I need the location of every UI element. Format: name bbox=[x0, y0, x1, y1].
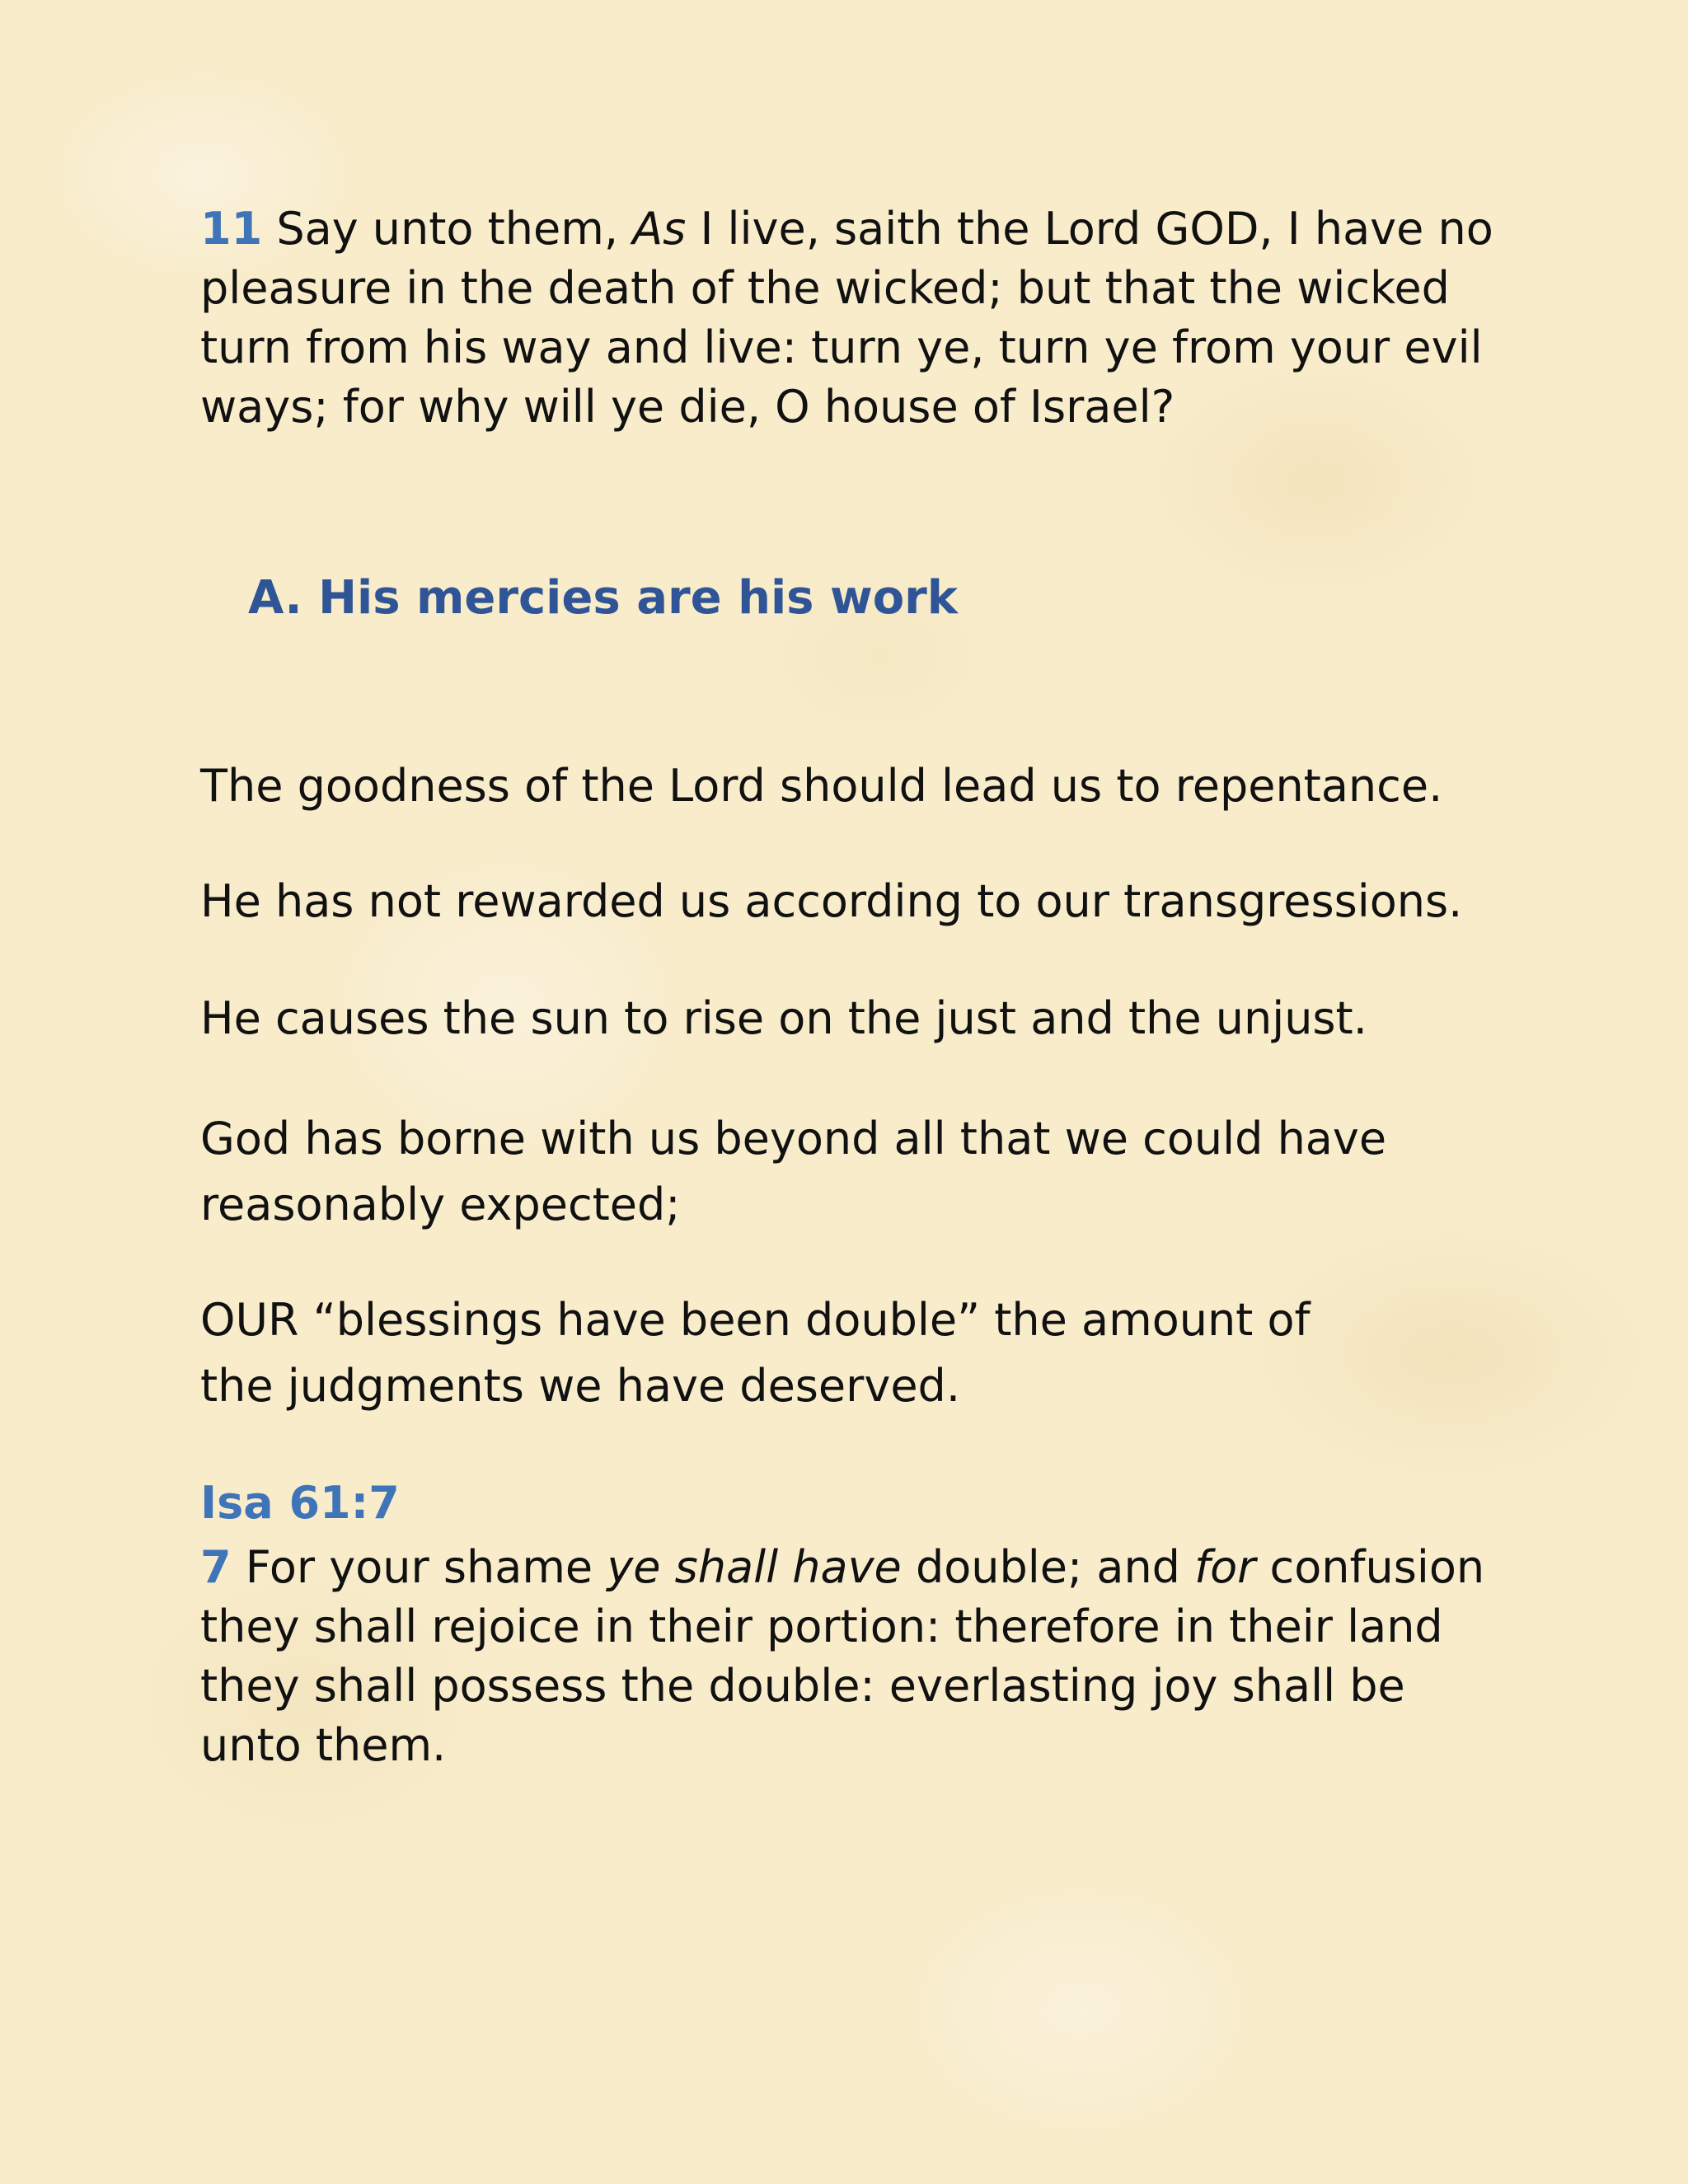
paragraph-text: He has not rewarded us according to our transgressions. bbox=[200, 875, 1463, 927]
verse-7-paragraph bbox=[200, 1538, 1503, 1775]
body-paragraph-4 bbox=[200, 1106, 1387, 1238]
verse-italic-text: As bbox=[632, 203, 687, 255]
verse-text: double; and bbox=[901, 1541, 1195, 1593]
paragraph-text: God has borne with us beyond all that we could have reasonably expected; bbox=[200, 1113, 1387, 1230]
verse-text: confusion they shall rejoice in their portion: therefore in their land they shall possess the double: everlasting joy shall be unto them. bbox=[200, 1541, 1485, 1771]
body-paragraph-2 bbox=[200, 872, 1503, 931]
verse-text: For your shame bbox=[231, 1541, 607, 1593]
body-paragraph-1 bbox=[200, 757, 1503, 816]
verse-number: 11 bbox=[200, 203, 263, 255]
verse-11-paragraph bbox=[200, 199, 1503, 437]
paragraph-text: He causes the sun to rise on the just and the unjust. bbox=[200, 992, 1367, 1044]
verse-italic-text: ye shall have bbox=[607, 1541, 902, 1593]
section-heading: A. His mercies are his work bbox=[248, 571, 959, 625]
reference-label: Isa 61:7 bbox=[200, 1477, 400, 1529]
body-paragraph-5 bbox=[200, 1287, 1387, 1419]
scripture-reference bbox=[200, 1474, 1503, 1533]
paragraph-text: The goodness of the Lord should lead us to repentance. bbox=[200, 760, 1443, 812]
verse-text: Say unto them, bbox=[262, 203, 633, 255]
body-paragraph-3 bbox=[200, 989, 1503, 1048]
verse-italic-text: for bbox=[1194, 1541, 1256, 1593]
verse-text: I live, saith the Lord GOD, I have no pleasure in the death of the wicked; but that the wicked turn from his way and live: turn ye, turn ye from your evil ways; for why will ye die, O house of Israel? bbox=[200, 203, 1493, 433]
paragraph-text: OUR “blessings have been double” the amount of the judgments we have deserved. bbox=[200, 1294, 1311, 1412]
verse-number: 7 bbox=[200, 1541, 232, 1593]
